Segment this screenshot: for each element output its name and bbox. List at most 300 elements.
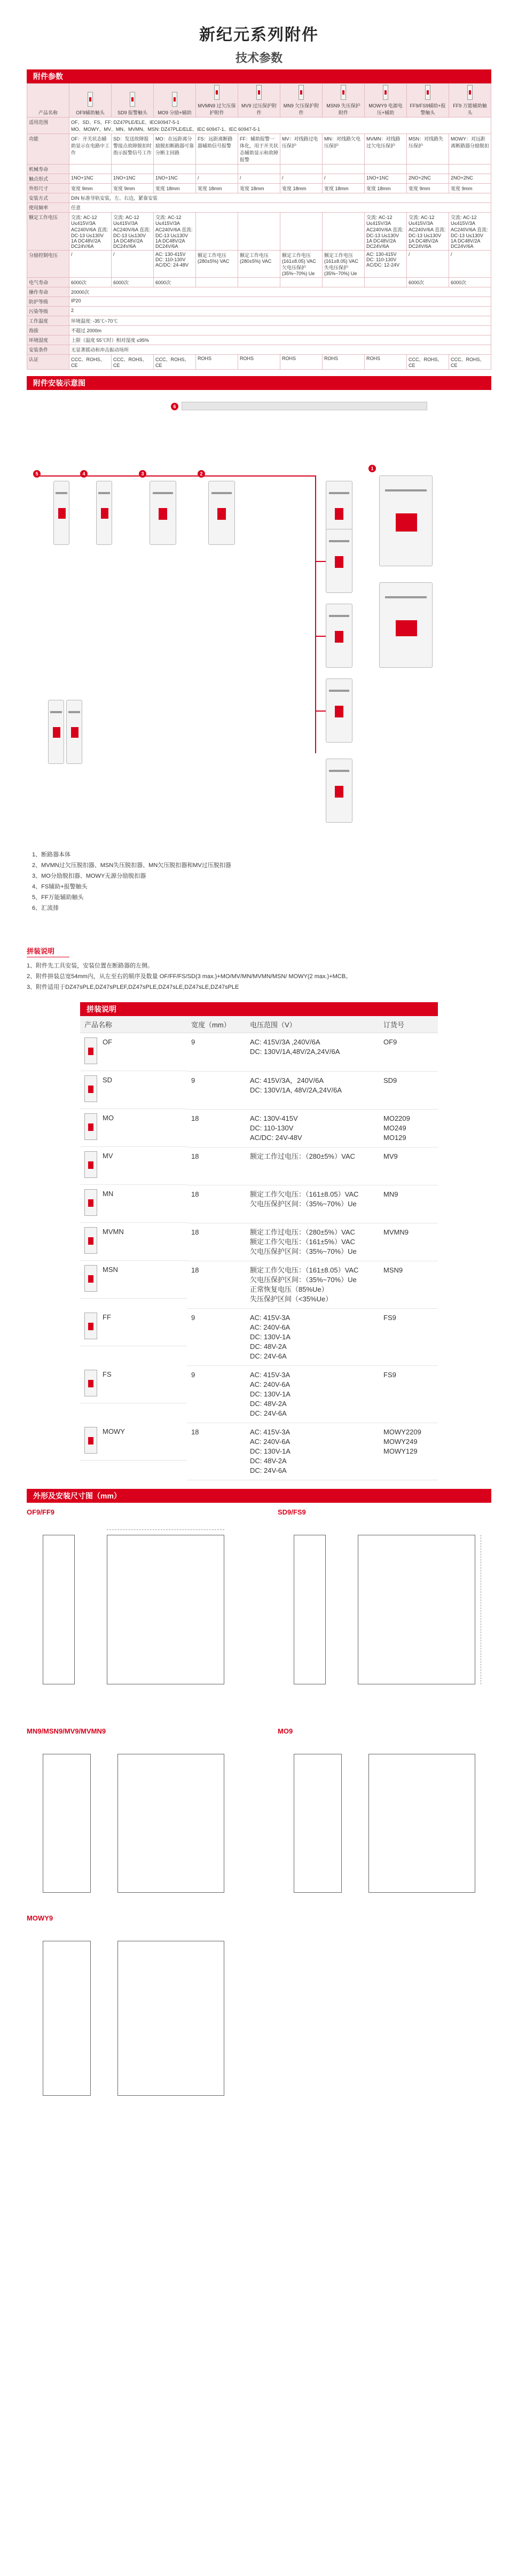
module-device-icon — [84, 1151, 97, 1178]
module-order-code: MO129 — [383, 1133, 406, 1142]
spec-cell: / — [238, 174, 280, 184]
dim-label-of9: OF9/FF9 — [27, 1508, 55, 1516]
spec-row — [27, 307, 491, 316]
spec-cell-merged — [69, 297, 491, 307]
module-name: MV — [103, 1152, 113, 1160]
connector-branch-3 — [315, 711, 326, 712]
module-voltage — [246, 1223, 379, 1261]
spec-cell: 2NO+2NC — [449, 174, 491, 184]
module-voltage — [246, 1109, 379, 1147]
module-voltage-line: AC: 415V-3A — [250, 1313, 291, 1322]
spec-column-0 — [69, 84, 112, 118]
module-name: OF — [103, 1038, 113, 1046]
module-name-cell — [80, 1071, 187, 1109]
dim-drawing-mo9-front — [294, 1754, 342, 1893]
module-row — [80, 1365, 438, 1423]
badge-2: 2 — [198, 470, 205, 478]
module-col-voltage: 电压范围（V） — [246, 1016, 379, 1033]
assembly-notes — [27, 961, 491, 993]
module-device-icon — [84, 1189, 97, 1216]
module-row — [80, 1261, 438, 1308]
spec-column-label: FF9 万能辅助触头 — [453, 103, 487, 115]
mv-module — [326, 529, 352, 593]
spec-cell-line: 任意 — [71, 205, 81, 210]
module-device-icon — [84, 1370, 97, 1396]
spec-cell: 额定工作电压 (161±8.05) VAC 欠电压保护 (35%~70%) Ue — [280, 251, 323, 278]
page-subtitle: 技术参数 — [235, 51, 282, 65]
module-order-code: MO2209 — [383, 1114, 410, 1122]
module-row — [80, 1423, 438, 1480]
spec-cell: 宽度 18mm — [238, 184, 280, 193]
device-icon — [172, 92, 177, 107]
spec-cell: FS：远距离断路器辅助信号报警 — [196, 134, 238, 165]
module-voltage-line: 额定工作欠电压：（161±8.05）VAC — [250, 1190, 359, 1198]
module-width: 9 — [187, 1308, 246, 1365]
spec-cell-line: 20000次 — [71, 290, 90, 295]
spec-row — [27, 213, 491, 251]
assembly-line: 2、附件拼装总宽54mm内，从左至右的顺序及数量 OF/FF/FS/SD(3 max.)+MO/MV/MN/MVMN/MSN/ MOWY(2 max.)+MCB。 — [27, 973, 352, 980]
spec-cell: MV：对线路过电压保护 — [280, 134, 323, 165]
spec-table — [27, 83, 491, 370]
module-voltage-line: DC: 130V-1A — [250, 1332, 291, 1341]
legend-item: 6、汇流排 — [32, 905, 59, 911]
module-section-bar: 拼装说明 — [80, 1002, 438, 1016]
module-name-cell — [80, 1223, 187, 1261]
msn-module — [326, 604, 352, 668]
spec-row — [27, 326, 491, 335]
spec-cell-merged — [69, 203, 491, 213]
device-icon — [256, 85, 262, 100]
assembly-line: 3、附件适用于DZ47sPLE,DZ47sPLEF,DZ47sPLE,DZ47sLE,DZ47sLE,DZ47sPLE — [27, 984, 239, 990]
spec-cell: 宽度 9mm — [407, 184, 449, 193]
module-voltage-line: DC: 48V-2A — [250, 1399, 287, 1408]
module-name: MO — [103, 1114, 114, 1122]
spec-cell-line: 上限（温度 55℃时）相对湿度 ≤95% — [71, 338, 149, 343]
module-width: 18 — [187, 1109, 246, 1147]
module-voltage-line: AC: 240V-6A — [250, 1323, 291, 1331]
spec-cell — [280, 278, 323, 287]
spec-header-row — [27, 84, 491, 118]
module-row — [80, 1185, 438, 1223]
spec-row — [27, 174, 491, 184]
device-icon — [383, 85, 388, 100]
module-voltage-line: DC: 48V-2A — [250, 1342, 287, 1351]
spec-column-label: MOWY9 电源电压+辅助 — [368, 103, 403, 115]
module-order-code: MOWY2209 — [383, 1427, 421, 1436]
module-order — [379, 1147, 438, 1185]
connector-line-vertical — [315, 475, 316, 753]
spec-cell — [323, 213, 365, 251]
module-voltage-line: DC: 24V-6A — [250, 1466, 287, 1474]
spec-cell: / — [449, 251, 491, 278]
spec-cell-line: DIN 标准导轨安装，左、右边，紧靠安装 — [71, 196, 158, 201]
spec-column-label: MO9 分励+辅助 — [158, 110, 192, 115]
spec-column-9 — [449, 84, 491, 118]
module-order-code: OF9 — [383, 1038, 397, 1046]
spec-row-label: 外形尺寸 — [27, 184, 69, 193]
spec-cell: 6000次 — [69, 278, 112, 287]
module-table — [80, 1016, 438, 1480]
spec-cell — [323, 165, 365, 174]
spec-cell: 宽度 18mm — [365, 184, 407, 193]
connector-branch-1 — [315, 561, 326, 562]
spec-cell-line: 不超过 2000m — [71, 328, 102, 333]
dim-drawing-mo9-side — [368, 1754, 475, 1893]
module-name: MVMN — [103, 1228, 124, 1236]
dim-drawing-mn9-side — [117, 1754, 224, 1893]
spec-cell-merged — [69, 307, 491, 316]
spec-cell: FF：辅助报警一体化，用于开关状态辅助显示和故障报警 — [238, 134, 280, 165]
spec-cell: MO：在远距离分励脱扣断路器可靠分断主回路 — [154, 134, 196, 165]
module-voltage-line: 额定工作过电压：（280±5%）VAC — [250, 1152, 355, 1160]
module-voltage-line: 额定工作欠电压：（161±5%）VAC — [250, 1237, 355, 1246]
spec-row-label: 机械寿命 — [27, 165, 69, 174]
spec-cell: / — [323, 174, 365, 184]
module-voltage — [246, 1365, 379, 1423]
spec-cell — [196, 278, 238, 287]
badge-3: 3 — [139, 470, 146, 478]
module-order — [379, 1423, 438, 1480]
breaker-with-accessory — [379, 582, 433, 668]
spec-column-label: MSN9 失压保护附件 — [326, 103, 360, 115]
spec-cell: 宽度 9mm — [112, 184, 154, 193]
dimension-drawings — [27, 1503, 491, 2117]
module-width: 9 — [187, 1071, 246, 1109]
module-order-code: MO249 — [383, 1123, 406, 1132]
spec-row-label: 防护等级 — [27, 297, 69, 307]
module-order-code: MV9 — [383, 1152, 398, 1160]
spec-cell: 交流: AC-12 U≤415V/3A AC240V/6A 直流: DC-13 U≤130V 1A DC48V/2A DC24V/6A — [112, 213, 154, 251]
mo-module — [150, 481, 176, 545]
install-section-bar: 附件安装示意图 — [27, 376, 491, 390]
dim-drawing-of9-front — [43, 1535, 75, 1684]
module-voltage-line: DC: 130V/1A, 48V/2A,24V/6A — [250, 1086, 342, 1094]
module-name-cell — [80, 1109, 187, 1147]
spec-cell-merged — [69, 287, 491, 297]
spec-cell: 宽度 9mm — [449, 184, 491, 193]
spec-cell: MN：对线路欠电压保护 — [323, 134, 365, 165]
module-voltage — [246, 1033, 379, 1072]
module-voltage-line: DC: 130V/1A,48V/2A,24V/6A — [250, 1048, 340, 1056]
spec-cell — [238, 213, 280, 251]
spec-column-7 — [365, 84, 407, 118]
module-voltage — [246, 1308, 379, 1365]
module-name-cell — [80, 1365, 187, 1403]
module-voltage-line: DC: 130V-1A — [250, 1447, 291, 1455]
legend-item: 3、MO分励脱扣器、MOWY无源分励脱扣器 — [32, 873, 146, 879]
module-voltage-line: DC: 48V-2A — [250, 1456, 287, 1465]
legend-item: 5、FF万能辅助触头 — [32, 894, 84, 901]
spec-row-label: 使用频率 — [27, 203, 69, 213]
module-voltage-line: DC: 24V-6A — [250, 1409, 287, 1417]
dim-line — [107, 1529, 224, 1530]
page-header — [0, 0, 518, 69]
spec-cell: MVMN：对线路过欠电压保护 — [365, 134, 407, 165]
spec-row-label: 功能 — [27, 134, 69, 165]
module-order-code: MSN9 — [383, 1266, 403, 1274]
dim-drawing-mowy9-front — [43, 1941, 91, 2096]
spec-cell: 交流: AC-12 U≤415V/3A AC240V/6A 直流: DC-13 U≤130V 1A DC48V/2A DC24V/6A — [365, 213, 407, 251]
spec-column-label: FF9/FS9辅助+报警触头 — [410, 103, 446, 115]
spec-column-1 — [112, 84, 154, 118]
module-name: MOWY — [103, 1427, 125, 1435]
module-order-code: MOWY129 — [383, 1447, 418, 1455]
module-name-cell — [80, 1423, 187, 1461]
spec-cell: 交流: AC-12 U≤415V/3A AC240V/6A 直流: DC-13 U≤130V 1A DC48V/2A DC24V/6A — [69, 213, 112, 251]
module-name: FS — [103, 1370, 112, 1378]
connector-branch-2 — [315, 636, 326, 637]
spec-column-5 — [280, 84, 323, 118]
spec-cell: SD：发送故障报警接点故障脱扣时指示报警信号工作 — [112, 134, 154, 165]
module-row — [80, 1071, 438, 1109]
module-order-code: MVMN9 — [383, 1228, 409, 1236]
spec-cell: / — [280, 174, 323, 184]
spec-cell: CCC、ROHS、CE — [154, 355, 196, 370]
badge-4: 4 — [80, 470, 88, 478]
spec-row-label: 安装方式 — [27, 193, 69, 203]
module-col-width: 宽度（mm） — [187, 1016, 246, 1033]
spec-cell: 6000次 — [449, 278, 491, 287]
module-voltage-line: AC: 415V-3A — [250, 1370, 291, 1379]
spec-cell-line: OF、SD、FS、FF: DZ47PLE/ELE、IEC60947-5-1 — [71, 120, 180, 125]
assembly-title: 拼装说明 — [27, 946, 69, 957]
spec-cell: AC: 130-415V DC: 110-130V AC/DC: 12-24V — [365, 251, 407, 278]
breaker-body — [379, 475, 433, 566]
spec-cell-line: MO、MOWY、MV、MN、MVMN、MSN: DZ47PLE/ELE、IEC 60947-1、IEC 60947-5-1 — [71, 127, 261, 132]
module-row — [80, 1147, 438, 1185]
legend-item: 2、MVMN过欠压脱扣器、MSN失压脱扣器、MN欠压脱扣器和MV过压脱扣器 — [32, 862, 231, 869]
spec-row — [27, 345, 491, 355]
module-device-icon — [84, 1227, 97, 1254]
spec-cell — [280, 165, 323, 174]
spec-cell — [154, 165, 196, 174]
module-name: MSN — [103, 1266, 118, 1274]
spec-row-label: 分励控制电压 — [27, 251, 69, 278]
module-order — [379, 1071, 438, 1109]
example-fs — [66, 700, 82, 764]
module-voltage — [246, 1185, 379, 1223]
spec-cell: 交流: AC-12 U≤415V/3A AC240V/6A 直流: DC-13 U≤130V 1A DC48V/2A DC24V/6A — [154, 213, 196, 251]
spec-cell: 1NO+1NC — [365, 174, 407, 184]
example-ff — [48, 700, 64, 764]
module-device-icon — [84, 1113, 97, 1140]
spec-cell: 宽度 18mm — [323, 184, 365, 193]
module-voltage-line: DC: 110-130V — [250, 1123, 294, 1132]
module-width: 18 — [187, 1261, 246, 1308]
module-voltage-line: AC: 415V-3A — [250, 1427, 291, 1436]
spec-row — [27, 316, 491, 326]
module-row — [80, 1223, 438, 1261]
spec-cell-line: 2 — [71, 308, 74, 313]
spec-row — [27, 335, 491, 345]
spec-cell: 2NO+2NC — [407, 174, 449, 184]
spec-cell — [407, 165, 449, 174]
module-voltage-line: AC: 240V-6A — [250, 1437, 291, 1446]
device-icon — [130, 92, 135, 107]
device-icon — [88, 92, 93, 107]
module-table-wrap — [80, 1016, 438, 1480]
spec-cell: CCC、ROHS、CE — [112, 355, 154, 370]
spec-cell: 额定工作电压 (280±5%) VAC — [238, 251, 280, 278]
spec-cell: 宽度 18mm — [196, 184, 238, 193]
spec-cell — [69, 165, 112, 174]
module-order — [379, 1185, 438, 1223]
dim-drawing-of9-side — [107, 1535, 224, 1684]
page-title: 新纪元系列附件 — [199, 26, 319, 44]
dim-drawing-sd9-side — [358, 1535, 475, 1684]
sd-module — [326, 759, 352, 823]
module-order-code: FS9 — [383, 1313, 396, 1322]
ff-module — [53, 481, 69, 545]
spec-row — [27, 184, 491, 193]
spec-cell: 交流: AC-12 U≤415V/3A AC240V/6A 直流: DC-13 U≤130V 1A DC48V/2A DC24V/6A — [407, 213, 449, 251]
spec-cell — [365, 278, 407, 287]
spec-cell: MSN：对线路失压保护 — [407, 134, 449, 165]
spec-cell: ROHS — [280, 355, 323, 370]
module-voltage-line: 额定工作过电压：（280±5%）VAC — [250, 1228, 355, 1236]
spec-column-6 — [323, 84, 365, 118]
module-width: 18 — [187, 1147, 246, 1185]
module-name-cell — [80, 1261, 187, 1299]
dim-drawing-mowy9-side — [117, 1941, 224, 2096]
spec-row — [27, 287, 491, 297]
module-name-cell — [80, 1185, 187, 1223]
module-name-cell — [80, 1033, 187, 1071]
module-voltage-line: AC: 240V-6A — [250, 1380, 291, 1388]
module-device-icon — [84, 1313, 97, 1339]
spec-row-label: 海拔 — [27, 326, 69, 335]
spec-table-wrap — [27, 83, 491, 370]
module-width: 18 — [187, 1223, 246, 1261]
spec-cell: 额定工作电压 (161±8.05) VAC 失电压保护 (35%~70%) Ue — [323, 251, 365, 278]
spec-cell: AC: 130-415V DC: 110-130V AC/DC: 24-48V — [154, 251, 196, 278]
module-voltage-line: 欠电压保护区间：（35%~70%）Ue — [250, 1247, 357, 1255]
spec-cell: / — [196, 174, 238, 184]
spec-cell: 1NO+1NC — [69, 174, 112, 184]
spec-cell: 1NO+1NC — [154, 174, 196, 184]
spec-cell — [238, 278, 280, 287]
connector-line-top — [37, 475, 315, 477]
module-col-order: 订货号 — [379, 1016, 438, 1033]
spec-row-label: 环境湿度 — [27, 335, 69, 345]
mowy-module — [326, 678, 352, 743]
module-order — [379, 1365, 438, 1423]
spec-row-label: 电气寿命 — [27, 278, 69, 287]
dim-drawing-mn9-front — [43, 1754, 91, 1893]
module-order-code: FS9 — [383, 1370, 396, 1379]
dim-label-mowy9: MOWY9 — [27, 1914, 53, 1922]
spec-cell: CCC、ROHS、CE — [69, 355, 112, 370]
spec-row — [27, 355, 491, 370]
spec-cell: / — [407, 251, 449, 278]
spec-column-label: MV9 过压保护附件 — [241, 103, 277, 115]
dim-drawing-sd9-front — [294, 1535, 326, 1684]
module-order — [379, 1223, 438, 1261]
module-voltage — [246, 1261, 379, 1308]
module-order — [379, 1261, 438, 1308]
spec-column-3 — [196, 84, 238, 118]
spec-row-label: 操作寿命 — [27, 287, 69, 297]
module-order — [379, 1033, 438, 1072]
device-icon — [341, 85, 346, 100]
spec-cell — [196, 213, 238, 251]
dim-label-mo9: MO9 — [278, 1727, 293, 1735]
module-voltage — [246, 1071, 379, 1109]
assembly-line: 1、附件先工具安装，安装位置在断路器的左侧。 — [27, 963, 154, 969]
spec-cell — [365, 165, 407, 174]
spec-cell — [196, 165, 238, 174]
badge-6: 6 — [171, 403, 178, 410]
module-voltage-line: 欠电压保护区间：（35%~70%）Ue — [250, 1199, 357, 1208]
module-voltage-line: 额定工作欠电压：（161±8.05）VAC — [250, 1266, 359, 1274]
module-col-name: 产品名称 — [80, 1016, 187, 1033]
spec-row — [27, 251, 491, 278]
busbar — [182, 402, 427, 410]
module-voltage — [246, 1147, 379, 1185]
module-voltage-line: 正常恢复电压（85%Ue） — [250, 1285, 328, 1293]
spec-row-label: 额定工作电压 — [27, 213, 69, 251]
spec-row — [27, 278, 491, 287]
spec-column-label: MN9 欠压保护附件 — [283, 103, 319, 115]
spec-cell-merged — [69, 316, 491, 326]
spec-cell: / — [112, 251, 154, 278]
spec-column-label: MVMN9 过欠压保护附件 — [198, 103, 236, 115]
spec-cell — [280, 213, 323, 251]
module-name-cell — [80, 1147, 187, 1185]
dimension-section-bar: 外形及安装尺寸图（mm） — [27, 1489, 491, 1503]
badge-5: 5 — [33, 470, 41, 478]
module-device-icon — [84, 1265, 97, 1292]
spec-cell: CCC、ROHS、CE — [449, 355, 491, 370]
spec-cell — [238, 165, 280, 174]
spec-cell: 额定工作电压 (280±5%) VAC — [196, 251, 238, 278]
spec-cell: 宽度 18mm — [280, 184, 323, 193]
spec-column-label: OF9辅助触头 — [76, 110, 105, 115]
module-header-row — [80, 1016, 438, 1033]
spec-column-8 — [407, 84, 449, 118]
spec-cell: OF：开关状态辅助显示在电路中工作 — [69, 134, 112, 165]
spec-row — [27, 297, 491, 307]
module-name: SD — [103, 1076, 113, 1084]
spec-cell-merged — [69, 335, 491, 345]
spec-cell: 宽度 9mm — [69, 184, 112, 193]
spec-cell — [323, 278, 365, 287]
spec-cell-line: 无显著摇动和冲击振动场所 — [71, 347, 129, 353]
module-width: 18 — [187, 1423, 246, 1480]
spec-row — [27, 118, 491, 134]
module-voltage — [246, 1423, 379, 1480]
spec-cell: 6000次 — [112, 278, 154, 287]
spec-row-label: 认证 — [27, 355, 69, 370]
spec-cell-line: IP20 — [71, 298, 81, 303]
spec-cell-merged — [69, 118, 491, 134]
module-voltage-line: AC: 130V-415V — [250, 1114, 298, 1122]
module-order-code: MOWY249 — [383, 1437, 418, 1446]
module-order — [379, 1109, 438, 1147]
module-voltage-line: 欠电压保护区间：（35%~70%）Ue — [250, 1275, 357, 1284]
spec-row — [27, 193, 491, 203]
module-order — [379, 1308, 438, 1365]
module-name-cell — [80, 1308, 187, 1346]
module-voltage-line: DC: 130V-1A — [250, 1390, 291, 1398]
spec-column-2 — [154, 84, 196, 118]
install-diagram — [27, 390, 491, 935]
mvmn-module — [208, 481, 235, 545]
fs-module — [96, 481, 112, 545]
spec-cell: ROHS — [323, 355, 365, 370]
spec-row-label: 工作温度 — [27, 316, 69, 326]
spec-cell: ROHS — [196, 355, 238, 370]
